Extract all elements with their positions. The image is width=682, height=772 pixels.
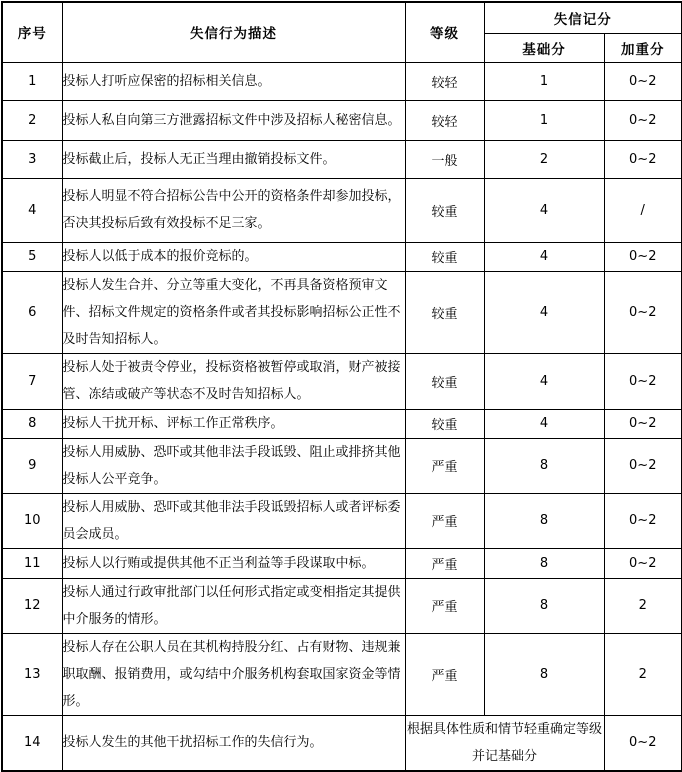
cell-extra-score: 0~2 [604,409,682,438]
cell-base-score: 8 [484,548,604,578]
table-row [2,409,682,438]
cell-row-number: 2 [2,100,62,140]
table-row [2,438,682,493]
cell-row-number: 1 [2,62,62,100]
cell-extra-score: / [604,178,682,242]
cell-row-number: 14 [2,715,62,771]
cell-behavior-description: 投标人发生合并、分立等重大变化，不再具备资格预审文件、招标文件规定的资格条件或者其投标影响招标公正性不及时告知招标人。 [62,271,405,353]
cell-row-number: 13 [2,633,62,715]
cell-row-number: 6 [2,271,62,353]
cell-behavior-description: 投标人明显不符合招标公告中公开的资格条件却参加投标，否决其投标后致有效投标不足三家。 [62,178,405,242]
cell-extra-score: 0~2 [604,140,682,178]
table-row [2,548,682,578]
cell-row-number: 3 [2,140,62,178]
cell-extra-score: 0~2 [604,493,682,548]
table-row [2,633,682,715]
cell-extra-score: 0~2 [604,100,682,140]
cell-grade-base-merged: 根据具体性质和情节轻重确定等级并记基础分 [405,715,604,771]
cell-grade: 较重 [405,271,484,353]
cell-behavior-description: 投标人存在公职人员在其机构持股分红、占有财物、违规兼职取酬、报销费用，或勾结中介服务机构套取国家资金等情形。 [62,633,405,715]
cell-behavior-description: 投标人处于被责令停业，投标资格被暂停或取消，财产被接管、冻结或破产等状态不及时告知招标人。 [62,353,405,409]
header-extra-score: 加重分 [604,33,682,62]
cell-behavior-description: 投标人用威胁、恐吓或其他非法手段诋毁招标人或者评标委员会成员。 [62,493,405,548]
cell-grade: 较重 [405,178,484,242]
cell-base-score: 4 [484,242,604,271]
table-row [2,493,682,548]
cell-grade: 较重 [405,409,484,438]
cell-base-score: 2 [484,140,604,178]
header-behavior-description: 失信行为描述 [62,2,405,62]
cell-grade: 较重 [405,242,484,271]
cell-base-score: 1 [484,62,604,100]
table-row [2,578,682,633]
cell-row-number: 10 [2,493,62,548]
header-score-group: 失信记分 [484,2,682,33]
cell-base-score: 4 [484,409,604,438]
cell-extra-score: 2 [604,578,682,633]
header-serial-number: 序号 [2,2,62,62]
table-row [2,242,682,271]
cell-grade: 较重 [405,353,484,409]
cell-base-score: 8 [484,438,604,493]
cell-base-score: 8 [484,633,604,715]
cell-grade: 严重 [405,493,484,548]
header-grade: 等级 [405,2,484,62]
cell-row-number: 5 [2,242,62,271]
table-row [2,271,682,353]
dishonesty-score-table [1,1,682,772]
cell-extra-score: 0~2 [604,271,682,353]
cell-row-number: 12 [2,578,62,633]
table-row [2,62,682,100]
cell-row-number: 9 [2,438,62,493]
cell-grade: 严重 [405,438,484,493]
cell-base-score: 1 [484,100,604,140]
cell-extra-score: 0~2 [604,242,682,271]
cell-behavior-description: 投标人用威胁、恐吓或其他非法手段诋毁、阻止或排挤其他投标人公平竞争。 [62,438,405,493]
cell-behavior-description: 投标人以行贿或提供其他不正当利益等手段谋取中标。 [62,548,405,578]
table-row [2,100,682,140]
cell-behavior-description: 投标人发生的其他干扰招标工作的失信行为。 [62,715,405,771]
cell-base-score: 8 [484,493,604,548]
cell-row-number: 8 [2,409,62,438]
cell-grade: 严重 [405,633,484,715]
cell-extra-score: 0~2 [604,62,682,100]
cell-extra-score: 0~2 [604,353,682,409]
table-row [2,353,682,409]
cell-grade: 严重 [405,548,484,578]
cell-behavior-description: 投标人私自向第三方泄露招标文件中涉及招标人秘密信息。 [62,100,405,140]
cell-behavior-description: 投标人打听应保密的招标相关信息。 [62,62,405,100]
cell-grade: 一般 [405,140,484,178]
cell-behavior-description: 投标人通过行政审批部门以任何形式指定或变相指定其提供中介服务的情形。 [62,578,405,633]
header-base-score: 基础分 [484,33,604,62]
cell-extra-score: 0~2 [604,438,682,493]
cell-row-number: 7 [2,353,62,409]
table-row [2,715,682,771]
cell-extra-score: 0~2 [604,548,682,578]
cell-row-number: 11 [2,548,62,578]
cell-behavior-description: 投标人以低于成本的报价竞标的。 [62,242,405,271]
cell-base-score: 4 [484,353,604,409]
cell-grade: 严重 [405,578,484,633]
cell-behavior-description: 投标截止后，投标人无正当理由撤销投标文件。 [62,140,405,178]
table-row [2,178,682,242]
cell-extra-score: 2 [604,633,682,715]
cell-base-score: 4 [484,178,604,242]
cell-grade: 较轻 [405,100,484,140]
cell-grade: 较轻 [405,62,484,100]
table-row [2,140,682,178]
cell-row-number: 4 [2,178,62,242]
cell-base-score: 8 [484,578,604,633]
cell-behavior-description: 投标人干扰开标、评标工作正常秩序。 [62,409,405,438]
cell-base-score: 4 [484,271,604,353]
cell-extra-score: 0~2 [604,715,682,771]
header-row-top [2,2,682,33]
